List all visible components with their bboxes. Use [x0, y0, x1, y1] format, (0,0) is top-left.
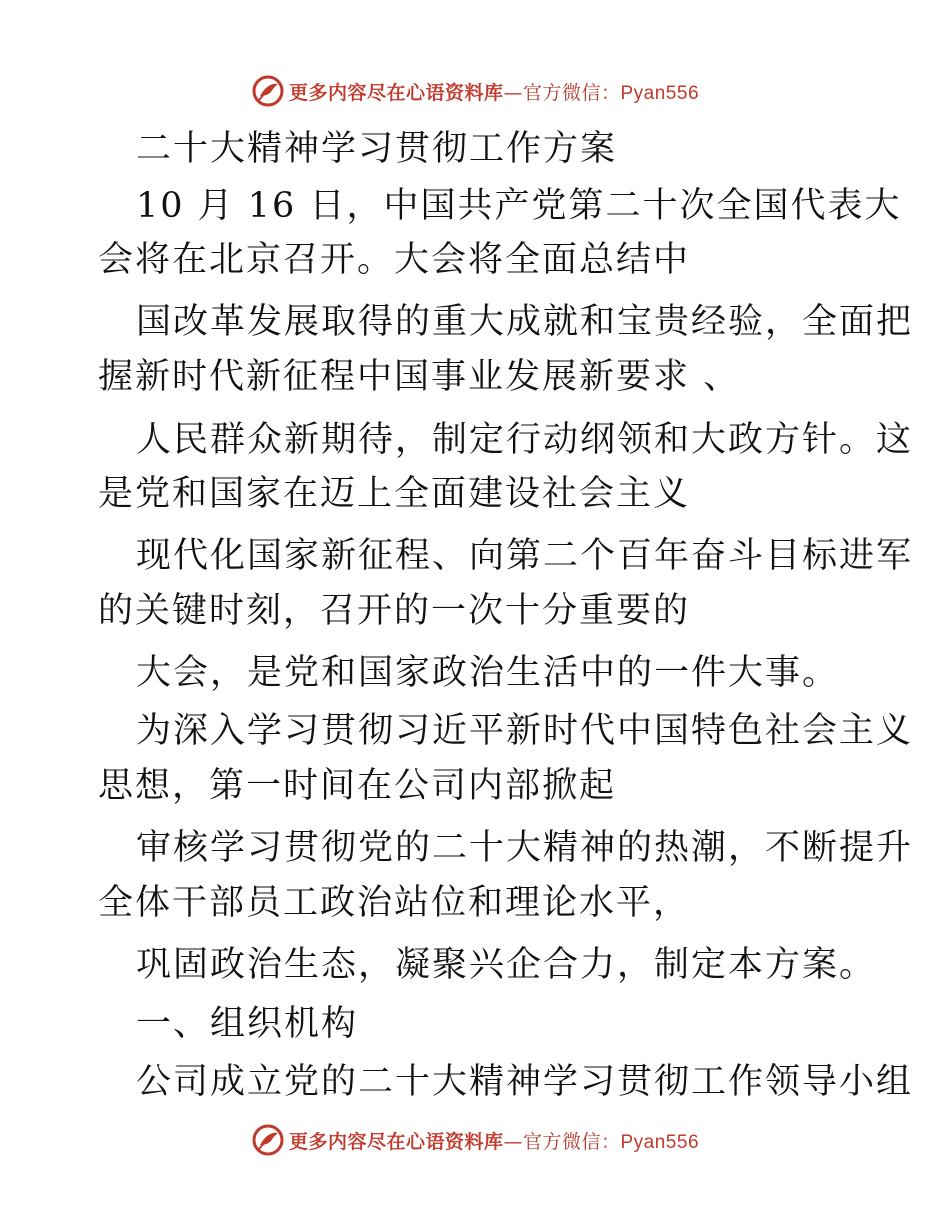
paragraph-line: 公司成立党的二十大精神学习贯彻工作领导小组: [136, 1062, 914, 1102]
paragraph-line: 10 月 16 日，中国共产党第二十次全国代表大: [136, 186, 902, 226]
watermark-site-name: 更多内容尽在心语资料库: [288, 1130, 504, 1153]
paragraph-line: 现代化国家新征程、向第二个百年奋斗目标进军: [136, 536, 914, 576]
section-heading: 一、组织机构: [136, 1004, 359, 1044]
paragraph-line: 的关键时刻，召开的一次十分重要的: [98, 591, 691, 631]
watermark-official-label: 官方微信：: [522, 81, 621, 104]
paragraph-line: 为深入学习贯彻习近平新时代中国特色社会主义: [136, 711, 914, 751]
paragraph-line: 会将在北京召开。大会将全面总结中: [98, 240, 691, 280]
footer-watermark: [0, 1120, 950, 1160]
watermark-site-name: 更多内容尽在心语资料库: [288, 81, 504, 104]
paragraph-line: 大会，是党和国家政治生活中的一件大事。: [136, 653, 840, 693]
watermark-separator: —: [503, 1130, 523, 1153]
watermark-official-label: 官方微信：: [522, 1130, 621, 1153]
paragraph-line: 全体干部员工政治站位和理论水平，: [98, 883, 691, 923]
paragraph-line: 人民群众新期待，制定行动纲领和大政方针。这: [136, 420, 914, 460]
watermark-wechat-id: Pyan556: [620, 1131, 700, 1153]
watermark-separator: —: [503, 81, 523, 104]
watermark-text: [289, 1127, 699, 1154]
paragraph-line: 是党和国家在迈上全面建设社会主义: [98, 474, 691, 514]
paragraph-line: 国改革发展取得的重大成就和宝贵经验，全面把: [136, 302, 914, 342]
watermark-wechat-id: Pyan556: [620, 82, 700, 104]
document-title: 二十大精神学习贯彻工作方案: [136, 129, 618, 169]
paragraph-line: 握新时代新征程中国事业发展新要求 、: [98, 357, 741, 397]
paragraph-line: 审核学习贯彻党的二十大精神的热潮，不断提升: [136, 828, 914, 868]
paragraph-line: 巩固政治生态，凝聚兴企合力，制定本方案。: [136, 945, 877, 985]
paragraph-line: 思想，第一时间在公司内部掀起: [98, 766, 617, 806]
book-feather-logo-icon: [251, 1123, 285, 1157]
